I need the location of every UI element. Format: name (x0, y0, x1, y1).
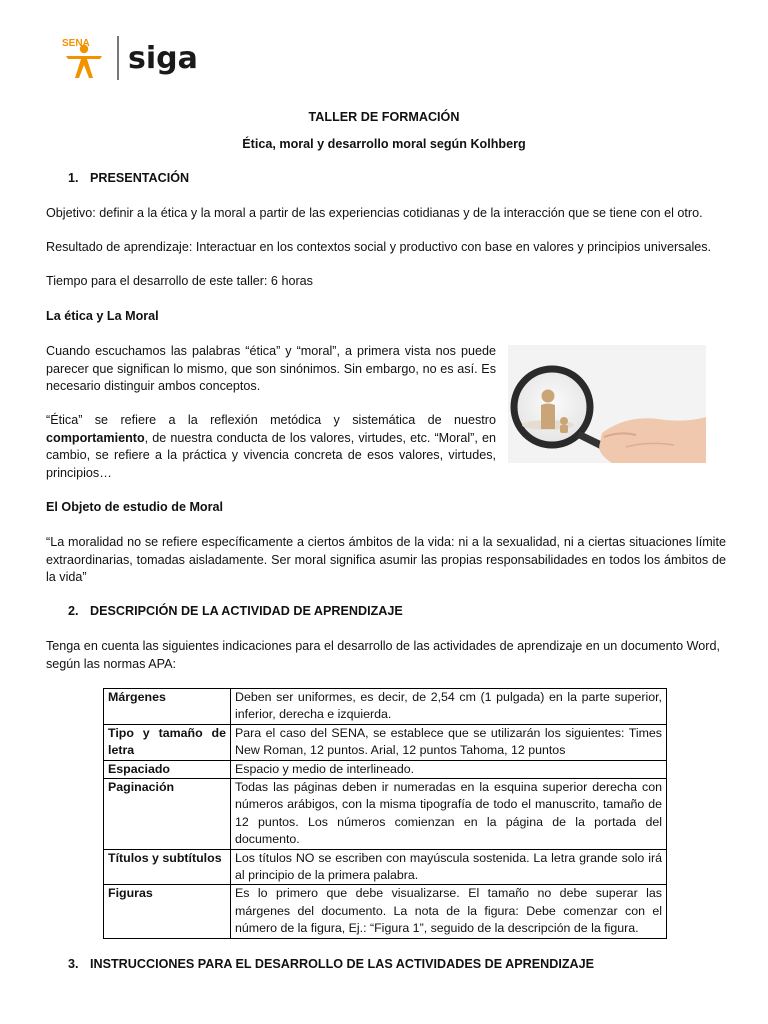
time-text: Tiempo para el desarrollo de este taller: 6 horas (46, 274, 313, 288)
table-row (104, 724, 667, 760)
section-title: DESCRIPCIÓN DE LA ACTIVIDAD DE APRENDIZAJE (90, 604, 403, 618)
page-subtitle: Ética, moral y desarrollo moral según Kolhberg (242, 137, 526, 151)
section-title: INSTRUCCIONES PARA EL DESARROLLO DE LAS ACTIVIDADES DE APRENDIZAJE (90, 957, 595, 971)
table-row (104, 689, 667, 725)
row-value: Todas las páginas deben ir numeradas en la esquina superior derecha con números arábigos, con la misma tipografía de todo el manuscrito, tamaño de 12 puntos. Los números comienzan en la página de la portada del documento. (231, 779, 667, 850)
row-key: Márgenes (104, 689, 231, 725)
section-number: 1. (68, 171, 79, 185)
sena-wordmark: SENA (62, 38, 90, 49)
section-2-heading (46, 603, 403, 621)
row-key: Tipo y tamaño de letra (104, 724, 231, 760)
row-value: Deben ser uniformes, es decir, de 2,54 cm (1 pulgada) en la parte superior, inferior, derecha e izquierda. (231, 689, 667, 725)
row-value: Para el caso del SENA, se establece que se utilizarán los siguientes: Times New Roman, 12 puntos. Arial, 12 puntos Tahoma, 12 puntos (231, 724, 667, 760)
subheading-etica-moral: La ética y La Moral (46, 309, 159, 323)
paragraph-intro: Cuando escuchamos las palabras “ética” y “moral”, a primera vista nos puede parecer que significan lo mismo, que son sinónimos. Sin embargo, no es así. Es necesario distinguir ambos conceptos. (46, 344, 496, 393)
table-row (104, 779, 667, 850)
table-row (104, 760, 667, 778)
row-key: Paginación (104, 779, 231, 850)
section-3-heading (46, 956, 594, 974)
objective-text: Objetivo: definir a la ética y la moral a partir de las experiencias cotidianas y de la interacción que se tiene con el otro. (46, 206, 703, 220)
row-value: Es lo primero que debe visualizarse. El tamaño no debe superar las márgenes del documento. La nota de la figura: Debe comenzar con el número de la figura, Ej.: “Figura 1”, seguido de la descripción de la figura. (231, 885, 667, 938)
sena-siga-logo (60, 32, 220, 84)
table-row (104, 849, 667, 885)
apa-requirements-table (103, 688, 667, 939)
siga-wordmark: siga (128, 41, 198, 76)
section-number: 2. (68, 604, 79, 618)
section-number: 3. (68, 957, 79, 971)
section-title: PRESENTACIÓN (90, 171, 190, 185)
sena-person-icon (66, 45, 102, 78)
row-value: Espacio y medio de interlineado. (231, 760, 667, 778)
row-key: Títulos y subtítulos (104, 849, 231, 885)
learning-result-text: Resultado de aprendizaje: Interactuar en los contextos social y productivo con base en valores y principios universales. (46, 240, 712, 254)
row-key: Figuras (104, 885, 231, 938)
quote-text: “La moralidad no se refiere específicamente a ciertos ámbitos de la vida: ni a la sexualidad, ni a ciertas situaciones límite extraordinarias, tomadas aisladamente. Ser moral significa asumir las propias responsabilidades en todos los ámbitos de la vida” (46, 535, 726, 584)
table-row (104, 885, 667, 938)
row-key: Espaciado (104, 760, 231, 778)
definition-text-part: “Ética” se refiere a la reflexión metódica y sistemática de nuestro (46, 413, 496, 427)
row-value: Los títulos NO se escriben con mayúscula sostenida. La letra grande solo irá al principio de la primera palabra. (231, 849, 667, 885)
page-title: TALLER DE FORMACIÓN (308, 110, 460, 124)
section-2-intro: Tenga en cuenta las siguientes indicaciones para el desarrollo de las actividades de aprendizaje en un documento Word, según las normas APA: (46, 639, 720, 671)
section-1-heading (46, 170, 189, 188)
paragraph-definition (46, 412, 496, 482)
definition-text-part: , de nuestra conducta de los valores, virtudes, etc. “Moral”, en cambio, se refiere a la práctica y vivencia concreta de esos valores, virtudes, principios… (46, 430, 496, 480)
magnifying-glass-photo (508, 345, 706, 463)
subheading-objeto-moral: El Objeto de estudio de Moral (46, 500, 224, 514)
definition-bold-term: comportamiento (46, 430, 145, 445)
